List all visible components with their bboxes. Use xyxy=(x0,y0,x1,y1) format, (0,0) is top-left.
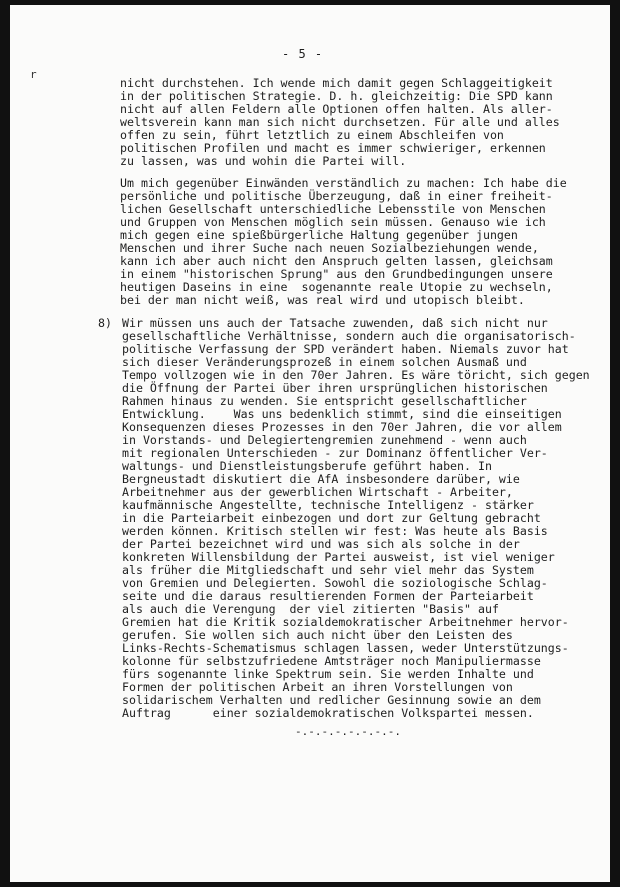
text-line: Formen der politischen Arbeit an ihren Vorstellungen von xyxy=(122,680,513,694)
text-line: Arbeitnehmer aus der gewerblichen Wirtschaft - Arbeiter, xyxy=(122,485,513,499)
text-line: Gremien hat die Kritik sozialdemokratischer Arbeitnehmer hervor- xyxy=(122,615,569,629)
text-line: Um mich gegenüber Einwänden verständlich zu machen: Ich habe die xyxy=(120,176,567,190)
text-line: in Vorstands- und Delegiertengremien zunehmend - wenn auch xyxy=(122,433,527,447)
text-line: Entwicklung. Was uns bedenklich stimmt, sind die einseitigen xyxy=(122,407,562,421)
text-line: lichen Gesellschaft unterschiedliche Lebensstile von Menschen xyxy=(120,202,546,216)
text-line: nicht durchstehen. Ich wende mich damit gegen Schlaggeitigkeit xyxy=(120,76,553,90)
text-line: persönliche und politische Überzeugung, daß in einer freiheit- xyxy=(120,189,553,203)
text-line: als früher die Mitgliedschaft und sehr viel mehr das System xyxy=(122,563,534,577)
item-number: 8) xyxy=(98,316,112,330)
text-line: kolonne für selbstzufriedene Amtsträger noch Manipuliermasse xyxy=(122,654,541,668)
text-line: fürs sogenannte linke Spektrum sein. Sie werden Inhalte und xyxy=(122,667,534,681)
text-line: kann ich aber auch nicht den Anspruch gelten lassen, gleichsam xyxy=(120,254,553,268)
text-line: waltungs- und Dienstleistungsberufe geführt haben. In xyxy=(122,459,492,473)
text-line: von Gremien und Delegierten. Sowohl die soziologische Schlag- xyxy=(122,576,548,590)
text-line: kaufmännische Angestellte, technische Intelligenz - stärker xyxy=(122,498,534,512)
text-line: als auch die Verengung der viel zitierten "Basis" auf xyxy=(122,602,499,616)
text-line: der Partei bezeichnet wird und was sich als solche in der xyxy=(122,537,520,551)
text-line: gesellschaftliche Verhältnisse, sondern auch die organisatorisch- xyxy=(122,329,576,343)
page-number: - 5 - xyxy=(282,47,324,61)
text-line: Menschen und ihrer Suche nach neuen Sozialbeziehungen wende, xyxy=(120,241,539,255)
text-line: Bergneustadt diskutiert die AfA insbesondere darüber, wie xyxy=(122,472,520,486)
text-line: in der politischen Strategie. D. h. gleichzeitig: Die SPD kann xyxy=(120,89,553,103)
text-line: gerufen. Sie wollen sich auch nicht über den Leisten des xyxy=(122,628,513,642)
document-page xyxy=(10,5,610,882)
text-line: die Öffnung der Partei über ihren ursprünglichen historischen xyxy=(122,381,548,395)
text-line: nicht auf allen Feldern alle Optionen offen halten. Als aller- xyxy=(120,102,553,116)
text-line: Rahmen hinaus zu wenden. Sie entspricht gesellschaftlicher xyxy=(122,394,527,408)
stray-mark: r xyxy=(30,68,37,81)
text-line: solidarischem Verhalten und redlicher Gesinnung sowie an dem xyxy=(122,693,541,707)
text-line: mich gegen eine spießbürgerliche Haltung gegenüber jungen xyxy=(120,228,518,242)
text-line: weltsverein kann man sich nicht durchsetzen. Für alle und alles xyxy=(120,115,560,129)
text-line: sich dieser Veränderungsprozeß in einem solchen Ausmaß und xyxy=(122,355,527,369)
text-line: Tempo vollzogen wie in den 70er Jahren. Es wäre töricht, sich gegen xyxy=(122,368,590,382)
text-line: bei der man nicht weiß, was real wird und utopisch bleibt. xyxy=(120,293,525,307)
text-line: in die Parteiarbeit einbezogen und dort zur Geltung gebracht xyxy=(122,511,541,525)
text-line: in einem "historischen Sprung" aus den Grundbedingungen unsere xyxy=(120,267,553,281)
text-line: politische Verfassung der SPD verändert haben. Niemals zuvor hat xyxy=(122,342,569,356)
text-line: Wir müssen uns auch der Tatsache zuwenden, daß sich nicht nur xyxy=(122,316,548,330)
text-line: heutigen Daseins in eine sogenannte reale Utopie zu wechseln, xyxy=(120,280,553,294)
text-line: Konsequenzen dieses Prozesses in den 70er Jahren, die vor allem xyxy=(122,420,562,434)
text-line: Auftrag einer sozialdemokratischen Volkspartei messen. xyxy=(122,706,534,720)
text-line: werden können. Kritisch stellen wir fest: Was heute als Basis xyxy=(122,524,548,538)
text-line: konkreten Willensbildung der Partei ausweist, ist viel weniger xyxy=(122,550,555,564)
section-separator: -.-.-.-.-.-.-.-. xyxy=(295,725,401,738)
text-line: mit regionalen Unterschieden - zur Dominanz öffentlicher Ver- xyxy=(122,446,548,460)
text-line: und Gruppen von Menschen möglich sein müssen. Genauso wie ich xyxy=(120,215,546,229)
text-line: politischen Profilen und macht es immer schwieriger, erkennen xyxy=(120,141,546,155)
text-line: zu lassen, was und wohin die Partei will. xyxy=(120,154,407,168)
text-line: offen zu sein, führt letztlich zu einem Abschleifen von xyxy=(120,128,504,142)
text-line: Links-Rechts-Schematismus schlagen lassen, weder Unterstützungs- xyxy=(122,641,569,655)
text-line: seite und die daraus resultierenden Formen der Parteiarbeit xyxy=(122,589,534,603)
